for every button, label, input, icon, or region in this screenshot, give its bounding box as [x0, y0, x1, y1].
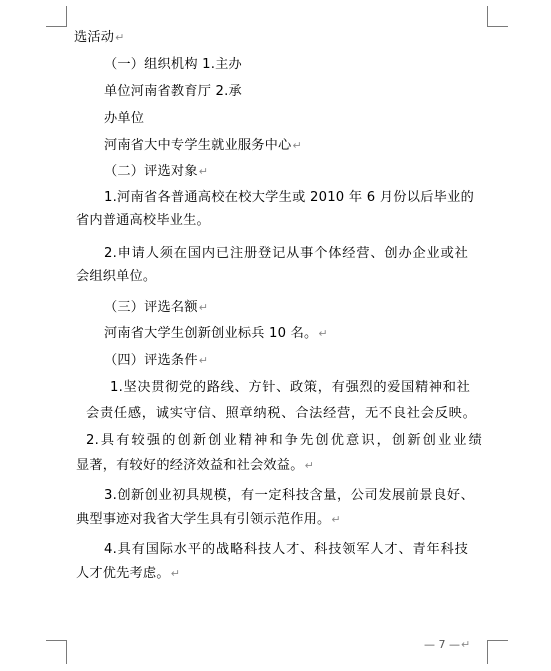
text-line-content: 省内普通高校毕业生。 — [76, 213, 210, 228]
crop-mark-bottom-left-h — [46, 640, 67, 641]
paragraph-mark-icon: ↵ — [115, 31, 125, 44]
crop-mark-bottom-right-h — [487, 640, 508, 641]
text-line — [76, 566, 180, 582]
crop-mark-top-right-h — [487, 26, 508, 27]
text-line — [86, 433, 482, 449]
text-line — [104, 542, 468, 558]
text-line — [76, 269, 156, 285]
text-line — [104, 488, 474, 504]
crop-mark-bottom-right-v — [487, 640, 488, 664]
text-line — [104, 111, 144, 127]
text-line-content: 会责任感，诚实守信、照章纳税、合法经营，无不良社会反映。 — [86, 406, 476, 421]
page-number-footer — [424, 638, 470, 651]
text-line — [74, 30, 125, 46]
text-line — [104, 164, 208, 180]
text-line — [104, 57, 242, 73]
paragraph-mark-icon: ↵ — [198, 165, 209, 178]
text-line-content: 河南省大学生创新创业标兵 10 名。 — [104, 326, 318, 341]
text-line — [104, 138, 302, 154]
paragraph-mark-icon: ↵ — [461, 638, 471, 651]
text-line-content: 选活动 — [74, 30, 115, 45]
crop-mark-top-left-v — [66, 6, 67, 26]
text-line-content: （一）组织机构 1.主办 — [104, 57, 242, 72]
text-line-content: 1.坚决贯彻党的路线、方针、政策，有强烈的爱国精神和社 — [110, 380, 470, 395]
text-line-content: 2.申请人须在国内已注册登记从事个体经营、创办企业或社 — [104, 246, 468, 261]
paragraph-mark-icon: ↵ — [331, 513, 341, 526]
text-line — [86, 406, 476, 422]
text-line — [104, 190, 474, 206]
crop-mark-bottom-left-v — [66, 640, 67, 664]
text-line-content: 4.具有国际水平的战略科技人才、科技领军人才、青年科技 — [104, 542, 468, 557]
text-line-content: （三）评选名额 — [104, 300, 198, 315]
text-line-content: 显著，有较好的经济效益和社会效益。 — [76, 458, 304, 473]
text-line-content: （二）评选对象 — [104, 164, 198, 179]
text-line — [110, 380, 470, 396]
crop-mark-top-right-v — [487, 6, 488, 26]
text-line-content: 河南省大中专学生就业服务中心 — [104, 138, 292, 153]
text-line — [76, 213, 210, 229]
text-line — [104, 300, 208, 316]
text-line — [76, 458, 314, 474]
page-number: — 7 — — [424, 638, 460, 651]
text-line-content: 人才优先考虑。 — [76, 566, 170, 581]
paragraph-mark-icon: ↵ — [304, 459, 315, 472]
text-line — [76, 512, 341, 528]
text-line-content: 会组织单位。 — [76, 269, 157, 284]
paragraph-mark-icon: ↵ — [292, 139, 302, 152]
text-line-content: （四）评选条件 — [104, 353, 198, 368]
text-line-content: 单位河南省教育厅 2.承 — [104, 84, 242, 99]
text-line — [104, 84, 242, 100]
paragraph-mark-icon: ↵ — [170, 567, 181, 580]
text-line-content: 3.创新创业初具规模，有一定科技含量，公司发展前景良好、 — [104, 488, 474, 503]
text-line-content: 典型事迹对我省大学生具有引领示范作用。 — [76, 512, 331, 527]
text-line-content: 办单位 — [104, 111, 145, 126]
paragraph-mark-icon: ↵ — [198, 301, 209, 314]
crop-mark-top-left-h — [46, 26, 67, 27]
paragraph-mark-icon: ↵ — [198, 354, 209, 367]
text-line-content: 2.具有较强的创新创业精神和争先创优意识，创新创业业绩 — [86, 433, 482, 448]
text-line — [104, 326, 328, 342]
text-line — [104, 353, 208, 369]
text-line — [104, 246, 468, 262]
text-line-content: 1.河南省各普通高校在校大学生或 2010 年 6 月份以后毕业的 — [104, 190, 474, 205]
paragraph-mark-icon: ↵ — [318, 327, 328, 340]
